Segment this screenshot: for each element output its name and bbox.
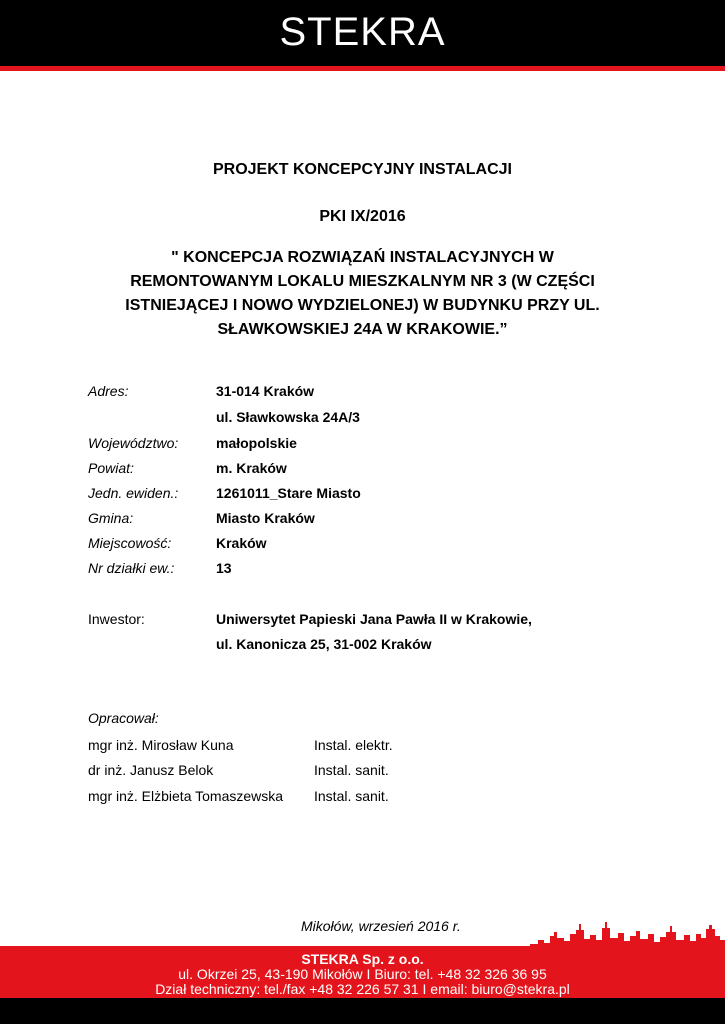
detail-label: Nr działki ew.:: [88, 560, 175, 576]
author-role: Instal. sanit.: [314, 762, 389, 778]
project-title: [80, 246, 645, 342]
footer-technical-contact: Dział techniczny: tel./fax +48 32 226 57 31 I email: biuro@stekra.pl: [155, 981, 570, 997]
author-role: Instal. sanit.: [314, 788, 389, 804]
author-name: mgr inż. Mirosław Kuna: [88, 737, 234, 753]
detail-value: 31-014 Kraków: [216, 383, 315, 399]
detail-value: Kraków: [216, 535, 267, 551]
detail-value: Miasto Kraków: [216, 510, 315, 526]
header-accent-stripe: [0, 66, 725, 71]
author-row: [88, 786, 389, 806]
footer-address: ul. Okrzei 25, 43-190 Mikołów I Biuro: tel. +48 32 326 36 95: [178, 966, 547, 982]
detail-value: małopolskie: [216, 435, 297, 451]
prepared-by-label: Opracował:: [88, 710, 159, 726]
author-name: dr inż. Janusz Belok: [88, 762, 214, 778]
author-role: Instal. elektr.: [314, 737, 393, 753]
document-number: PKI IX/2016: [319, 208, 406, 225]
detail-value: 1261011_Stare Miasto: [216, 485, 361, 501]
footer-company: STEKRA Sp. z o.o.: [301, 951, 424, 967]
detail-label: Miejscowość:: [88, 535, 172, 551]
detail-label: Adres:: [88, 383, 129, 399]
place-and-date: Mikołów, wrzesień 2016 r.: [301, 918, 461, 934]
project-title-line: ISTNIEJĄCEJ I NOWO WYDZIELONEJ) W BUDYNKU PRZY UL.: [125, 297, 600, 314]
investor-name: Uniwersytet Papieski Jana Pawła II w Krakowie,: [216, 611, 532, 627]
project-title-line: SŁAWKOWSKIEJ 24A W KRAKOWIE.”: [217, 321, 508, 338]
project-title-line: REMONTOWANYM LOKALU MIESZKALNYM NR 3 (W CZĘŚCI: [130, 273, 595, 290]
detail-value: 13: [216, 560, 232, 576]
investor-label: Inwestor:: [88, 611, 145, 627]
detail-label: Województwo:: [88, 435, 179, 451]
detail-label: Powiat:: [88, 460, 134, 476]
detail-value: ul. Sławkowska 24A/3: [216, 409, 360, 425]
project-title-line: " KONCEPCJA ROZWIĄZAŃ INSTALACYJNYCH W: [171, 249, 554, 266]
author-name: mgr inż. Elżbieta Tomaszewska: [88, 788, 284, 804]
investor-address: ul. Kanonicza 25, 31-002 Kraków: [216, 636, 432, 652]
city-skyline-graphic: [530, 916, 725, 948]
author-row: [88, 735, 393, 755]
detail-label: Gmina:: [88, 510, 134, 526]
stekra-logo: STEKRA: [279, 10, 446, 54]
footer-black-strip: [0, 998, 725, 1024]
detail-label: Jedn. ewiden.:: [88, 485, 179, 501]
author-row: [88, 760, 389, 780]
detail-value: m. Kraków: [216, 460, 287, 476]
document-type-title: PROJEKT KONCEPCYJNY INSTALACJI: [212, 161, 512, 178]
